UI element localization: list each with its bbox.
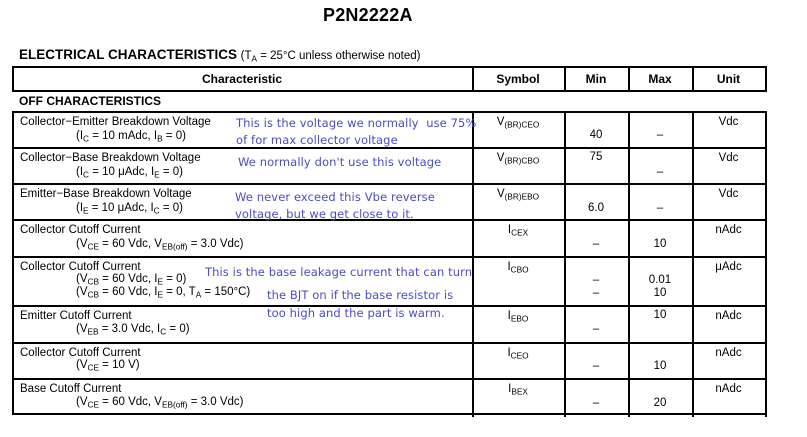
condition-prefix: (T — [240, 50, 252, 62]
min-value: – — [592, 360, 600, 372]
section-title — [19, 47, 420, 62]
unit: Vdc — [718, 152, 739, 164]
characteristic-name: Collector Cutoff Current — [20, 224, 141, 236]
symbol: $I_{CEO}$ — [507, 347, 529, 361]
max-value: 10 — [653, 287, 667, 299]
condition-suffix: = 25°C unless otherwise noted) — [257, 50, 421, 62]
symbol: $I_{BEX}$ — [508, 383, 528, 397]
table-row — [0, 380, 807, 413]
section-condition — [241, 50, 421, 62]
symbol: $I_{EBO}$ — [507, 310, 529, 324]
row-divider — [12, 413, 767, 415]
header-characteristic: Characteristic — [201, 72, 283, 86]
unit: Vdc — [718, 116, 739, 128]
annotation-vebo-line-1: We never exceed this Vbe reverse — [235, 190, 435, 204]
unit: nAdc — [715, 383, 742, 395]
symbol: $V_{(BR)CBO}$ — [496, 152, 540, 166]
section-title-text: ELECTRICAL CHARACTERISTICS — [19, 47, 238, 62]
header-min: Min — [585, 72, 607, 86]
max-value: – — [656, 166, 664, 178]
annotation-vcbo: We normally don't use this voltage — [238, 155, 442, 169]
symbol: $I_{CBO}$ — [507, 261, 529, 275]
header-symbol: Symbol — [496, 72, 540, 86]
min-value: – — [592, 323, 600, 335]
min-value: – — [592, 238, 600, 250]
test-condition: ($V_{EB} = 3.0$ Vdc, $I_C = 0$) — [76, 323, 190, 337]
characteristic-name: Collector−Emitter Breakdown Voltage — [20, 116, 211, 128]
max-value: 10 — [653, 309, 667, 321]
symbol: $V_{(BR)EBO}$ — [496, 188, 540, 202]
test-condition: ($V_{CE} = 60$ Vdc, $V_{EB(off)} = 3.0$ Vdc) — [76, 396, 244, 410]
min-value: 75 — [589, 151, 603, 163]
min-value: – — [592, 287, 600, 299]
max-value: 10 — [653, 360, 667, 372]
annotation-vceo-line-2: of for max collector voltage — [236, 133, 398, 147]
annotation-icbo-line-3: too high and the part is warm. — [267, 306, 445, 320]
characteristic-name: Emitter Cutoff Current — [20, 310, 132, 322]
min-value: – — [592, 397, 600, 409]
test-condition: ($V_{CB} = 60$ Vdc, $I_E = 0$) — [76, 273, 187, 287]
condition-sub: A — [251, 54, 258, 64]
unit: μAdc — [715, 261, 742, 273]
characteristic-name: Emitter−Base Breakdown Voltage — [20, 188, 192, 200]
characteristic-name: Collector−Base Breakdown Voltage — [20, 152, 201, 164]
max-value: 10 — [653, 238, 667, 250]
annotation-vebo-line-2: voltage, but we get close to it. — [235, 207, 414, 221]
column-divider — [765, 66, 767, 92]
unit: nAdc — [715, 224, 742, 236]
symbol: $V_{(BR)CEO}$ — [496, 116, 540, 130]
annotation-icbo-line-1: This is the base leakage current that can turn — [205, 265, 473, 279]
test-condition: ($I_E = 10$ μAdc, $I_C = 0$) — [76, 202, 183, 216]
min-value: 40 — [589, 129, 603, 141]
header-max: Max — [648, 72, 672, 86]
max-value: 0.01 — [648, 274, 672, 286]
table-row — [0, 221, 807, 256]
max-value: – — [656, 129, 664, 141]
table-row — [0, 344, 807, 378]
test-condition: ($V_{CE} = 10$ V) — [76, 359, 140, 373]
group-title-off-characteristics: OFF CHARACTERISTICS — [19, 94, 161, 108]
test-condition: ($I_C = 10$ μAdc, $I_E = 0$) — [76, 166, 183, 180]
characteristic-name: Base Cutoff Current — [20, 383, 122, 395]
unit: Vdc — [718, 188, 739, 200]
max-value: 20 — [653, 397, 667, 409]
part-number-title: P2N2222A — [323, 5, 413, 25]
min-value: 6.0 — [588, 202, 604, 214]
max-value: – — [656, 202, 664, 214]
unit: nAdc — [715, 347, 742, 359]
header-unit: Unit — [716, 72, 741, 86]
test-condition: ($I_C = 10$ mAdc, $I_B = 0$) — [76, 130, 186, 144]
annotation-icbo-line-2: the BJT on if the base resistor is — [267, 288, 454, 302]
characteristic-name: Collector Cutoff Current — [20, 347, 141, 359]
test-condition: ($V_{CE} = 60$ Vdc, $V_{EB(off)} = 3.0$ Vdc) — [76, 238, 244, 252]
annotation-vceo-line-1: This is the voltage we normally use 75% — [236, 116, 477, 130]
test-condition: ($V_{CB} = 60$ Vdc, $I_E = 0$, $T_A = 150^\circ C$) — [76, 286, 251, 300]
characteristic-name: Collector Cutoff Current — [20, 261, 141, 273]
unit: nAdc — [715, 310, 742, 322]
symbol: $I_{CEX}$ — [507, 224, 529, 238]
min-value: – — [592, 274, 600, 286]
